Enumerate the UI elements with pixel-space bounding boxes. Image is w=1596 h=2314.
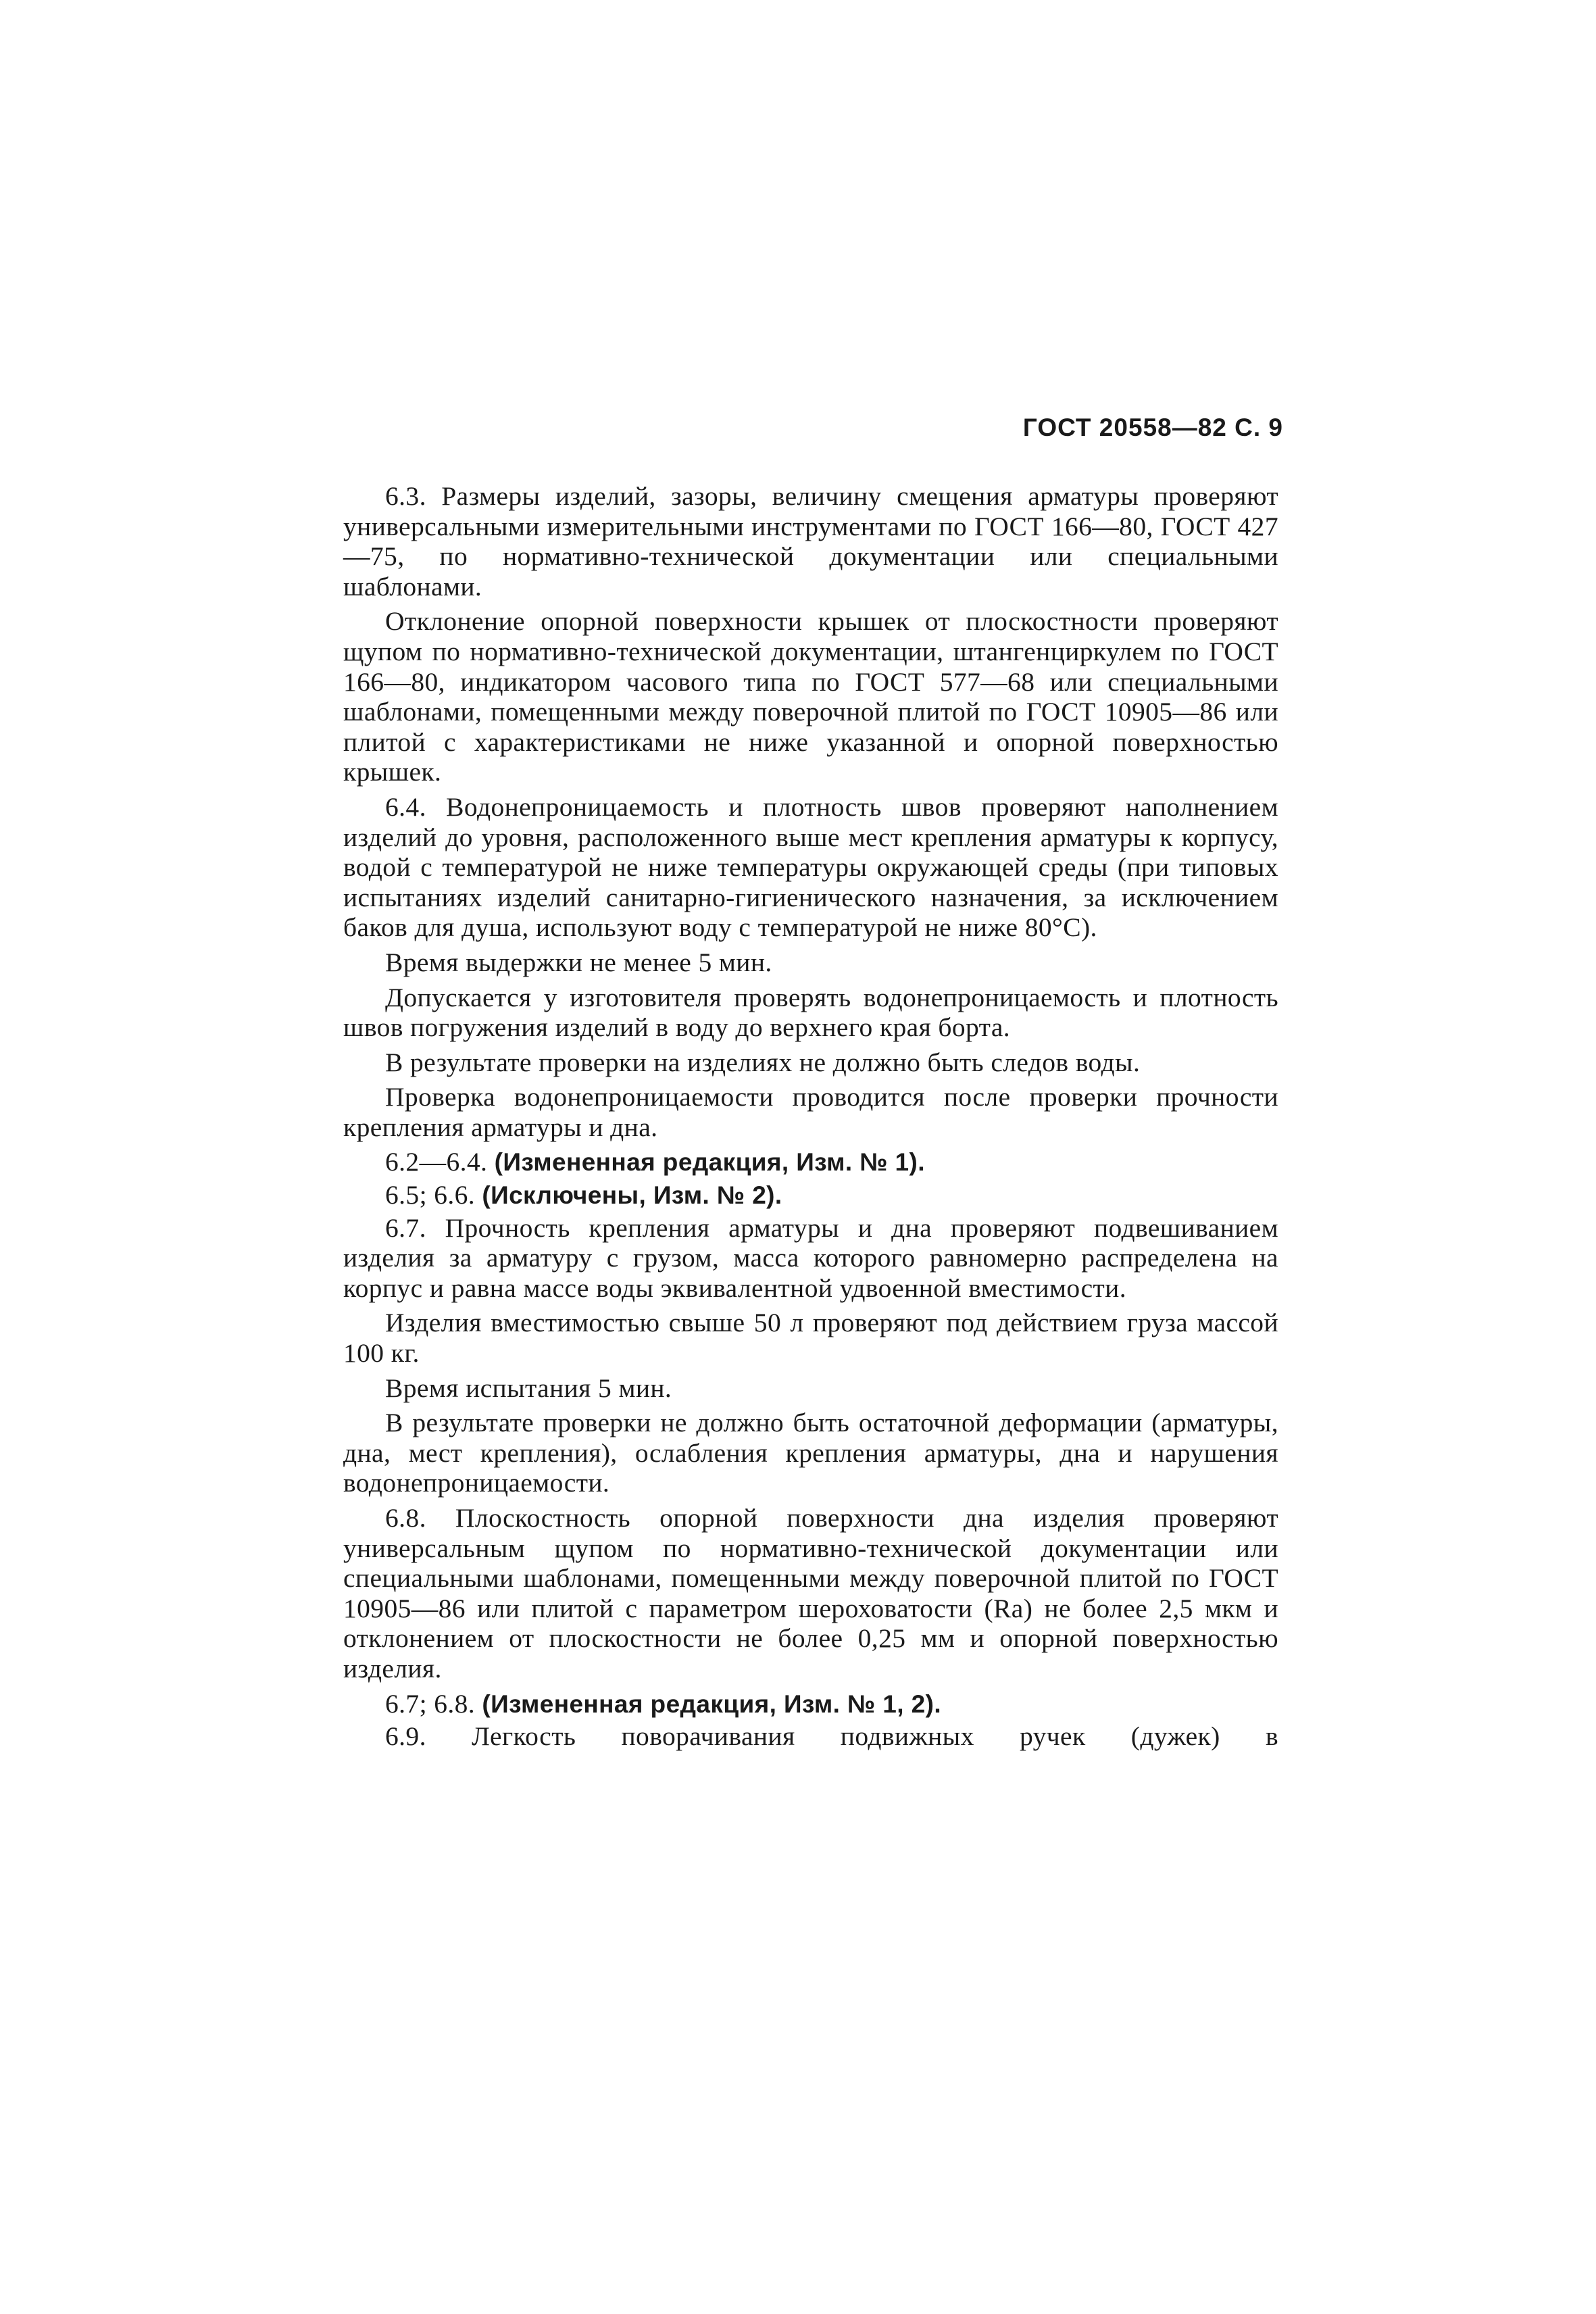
paragraph-flatness-check: Отклонение опорной поверхности крышек от плоскостности проверяют щупом по нормативно-технической документации, штангенциркулем по ГОСТ 166—80, индикатором часового типа по ГОСТ 577—68 или специальными шаблонами, помещенными между поверочной плитой по ГОСТ 10905—86 или плитой с характеристиками не ниже указанной и опорной поверхностью крышек.: [343, 606, 1278, 787]
amendment-text: (Исключены, Изм. № 2).: [482, 1181, 782, 1210]
amendment-note-3: [343, 1689, 1278, 1720]
paragraph-6-3: 6.3. Размеры изделий, зазоры, величину смещения арматуры проверяют универсальными измерительными инструментами по ГОСТ 166—80, ГОСТ 427—75, по нормативно-технической документации или специальными шаблонами.: [343, 481, 1278, 601]
amendment-text: (Измененная редакция, Изм. № 1).: [494, 1148, 925, 1177]
amendment-ref: 6.7; 6.8.: [385, 1688, 482, 1719]
document-body: [343, 481, 1278, 1756]
amendment-ref: 6.2—6.4.: [385, 1147, 495, 1177]
amendment-text: (Измененная редакция, Изм. № 1, 2).: [482, 1690, 941, 1718]
paragraph-test-time: Время испытания 5 мин.: [385, 1373, 672, 1403]
amendment-note-2: [343, 1180, 1278, 1211]
paragraph-manufacturer-check: Допускается у изготовителя проверять водонепроницаемость и плотность швов погружения изделий в воду до верхнего края борта.: [343, 982, 1278, 1043]
paragraph-6-9: 6.9. Легкость поворачивания подвижных ручек (дужек) в: [385, 1721, 1278, 1752]
paragraph-hold-time: Время выдержки не менее 5 мин.: [385, 947, 772, 977]
paragraph-check-order: Проверка водонепроницаемости проводится после проверки прочности крепления арматуры и дна.: [343, 1082, 1278, 1142]
amendment-ref: 6.5; 6.6.: [385, 1180, 482, 1210]
page-header: ГОСТ 20558—82 С. 9: [1022, 414, 1283, 441]
paragraph-result-water: В результате проверки на изделиях не должно быть следов воды.: [385, 1047, 1141, 1077]
paragraph-6-7: 6.7. Прочность крепления арматуры и дна проверяют подвешиванием изделия за арматуру с грузом, масса которого равномерно распределена на корпус и равна массе воды эквивалентной удвоенной вместимости.: [343, 1212, 1278, 1303]
paragraph-result-deformation: В результате проверки не должно быть остаточной деформации (арматуры, дна, мест крепления), ослабления крепления арматуры, дна и нарушения водонепроницаемости.: [343, 1408, 1278, 1498]
paragraph-6-8: 6.8. Плоскостность опорной поверхности дна изделия проверяют универсальным щупом по нормативно-технической документации или специальными шаблонами, помещенными между поверочной плитой по ГОСТ 10905—86 или плитой с параметром шероховатости (Ra) не более 2,5 мкм и отклонением от плоскостности не более 0,25 мм и опорной поверхностью изделия.: [343, 1503, 1278, 1683]
amendment-note-1: [343, 1147, 1278, 1178]
paragraph-6-4: 6.4. Водонепроницаемость и плотность швов проверяют наполнением изделий до уровня, расположенного выше мест крепления арматуры к корпусу, водой с температурой не ниже температуры окружающей среды (при типовых испытаниях изделий санитарно-гигиенического назначения, за исключением баков для душа, используют воду с температурой не ниже 80°С).: [343, 791, 1278, 943]
paragraph-capacity-load: Изделия вместимостью свыше 50 л проверяют под действием груза массой 100 кг.: [343, 1308, 1278, 1369]
